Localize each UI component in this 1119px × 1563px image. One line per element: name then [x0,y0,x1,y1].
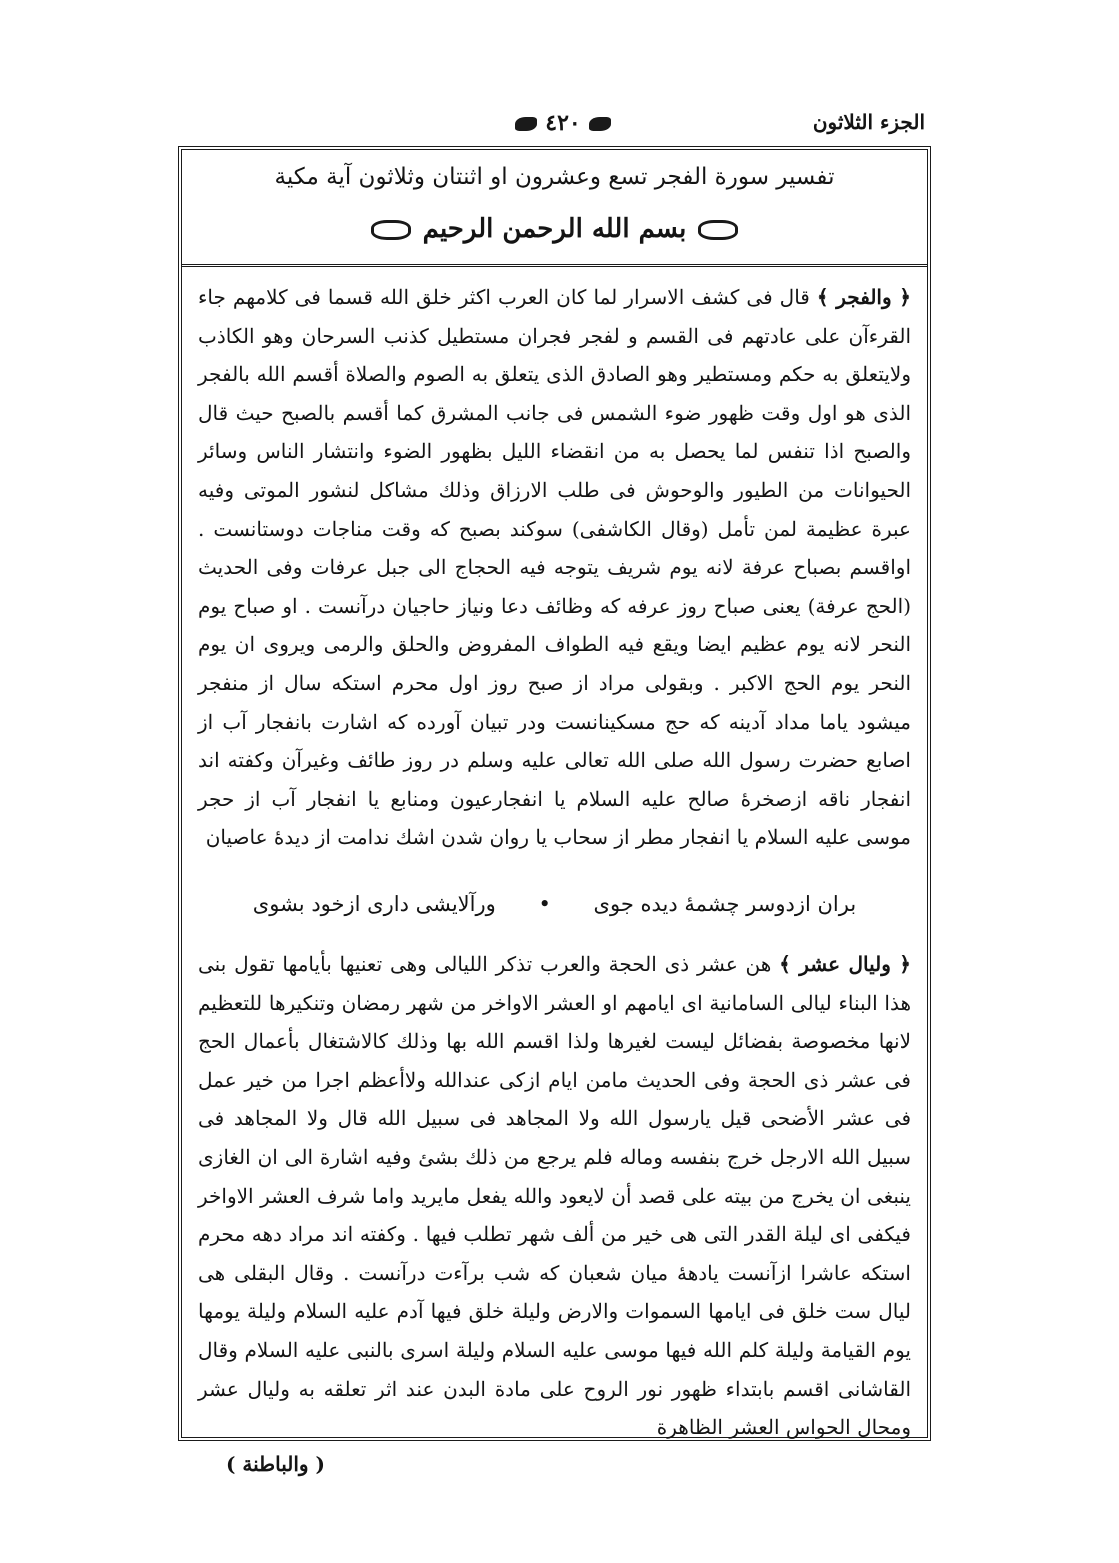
verse-hemistich-b: ورآلايشى دارى ازخود بشوى [252,892,496,916]
juz-label: الجزء الثلاثون [812,110,925,134]
commentary-text: قال فى كشف الاسرار لما كان العرب اكثر خلق الله قسما فى كلامهم جاء القرءآن على عادتهم فى القسم و لفجر فجران مستطيل كذنب السرحان وهو الكاذب ولايتعلق به حكم ومستطير وهو الصادق الذى يتعلق به الصوم والصلاة أقسم الله بالفجر الذى هو اول وقت ظهور ضوء الشمس فى جانب المشرق كما أقسم بالصبح حيث قال والصبح اذا تنفس لما يحصل به من انقضاء الليل بظهور الضوء وانتشار الناس وسائر الحيوانات من الطيور والوحوش فى طلب الارزاق وذلك مشاكل لنشور الموتى وفيه عبرة عظيمة لمن تأمل (وقال الكاشفى) سوكند بصبح كه وقت مناجات دوستانست . اواقسم بصباح عرفة لانه يوم شريف يتوجه فيه الحجاج الى جبل عرفات وفى الحديث (الحج عرفة) يعنى صباح روز عرفه كه وظائف دعا ونياز حاجيان درآنست . او صباح يوم النحر لانه يوم عظيم ايضا ويقع فيه الطواف المفروض والحلق والرمى ويروى ان يوم النحر يوم الحج الاكبر . وبقولى مراد از صبح روز اول محرم استكه سال از منفجر ميشود ياما مداد آدينه كه حج مسكينانست ودر تبيان آورده كه اشارت بانفجار آب از اصابع حضرت رسول الله صلى الله تعالى عليه وسلم در روز طائف وغيرآن وكفته اند انفجار ناقه ازصخرهٔ صالح عليه السلام يا انفجارعيون ومنابع يا انفجار آب از حجر موسى عليه السلام يا انفجار مطر از سحاب يا روان شدن اشك ندامت از ديدهٔ عاصيان [198,285,912,850]
verse-separator: • [538,892,551,916]
page-number: ٤٢٠ [545,110,581,136]
ornament-icon [698,220,738,240]
ornament-icon [515,117,537,131]
commentary-section-layal [198,945,911,1447]
ornament-icon [589,117,611,131]
commentary-text: هن عشر ذى الحجة والعرب تذكر الليالى وهى تعنيها بأيامها تقول بنى هذا البناء ليالى السامانية اى ايامهم او العشر الاواخر من شهر رمضان وتنكيرها للتعظيم لانها مخصوصة بفضائل ليست لغيرها ولذا اقسم الله بها وذلك كالاشتغال بأعمال الحج فى عشر ذى الحجة وفى الحديث مامن ايام ازكى عندالله ولاأعظم اجرا من خير عمل فى عشر الأضحى قيل يارسول الله ولا المجاهد فى سبيل الله قال ولا المجاهد فى سبيل الله الارجل خرج بنفسه وماله فلم يرجع من ذلك بشئ وفيه اشارة الى ان الغازى ينبغى ان يخرج من بيته على قصد أن لايعود والله يفعل مايريد واما شرف العشر الاواخر فيكفى اى ليلة القدر التى هى خير من ألف شهر تطلب فيها . وكفته اند مراد دهه محرم استكه عاشرا ازآنست يادههٔ ميان شعبان كه شب برآءت درآنست . وقال البقلى هى ليال ست خلق فى ايامها السموات والارض وليلة خلق فيها آدم عليه السلام وليلة يومها يوم القيامة وليلة كلم الله فيها موسى عليه السلام وليلة اسرى بالنبى عليه السلام وقال القاشانى اقسم بابتداء ظهور نور الروح على مادة البدن عند اثر تعلقه به وليال عشر ومحال الحواس العشر الظاهرة [198,952,911,1440]
ornament-icon [371,220,411,240]
basmala: بسم الله الرحمن الرحيم [422,214,687,244]
running-header [180,110,925,146]
catchword: ( والباطنة ) [226,1452,325,1476]
verse-keyword: ﴿ والفجر ﴾ [816,285,912,309]
verse-hemistich-a: بران ازدوسر چشمهٔ ديده جوى [593,892,857,916]
poetry-verse [198,892,911,916]
surah-title: تفسير سورة الفجر تسع وعشرون او اثنتان وثلاثون آية مكية [274,164,835,190]
basmala-line [222,214,887,244]
page-frame [178,146,931,1441]
page-number-group [493,110,633,136]
commentary-section-fajr [198,278,911,857]
title-box [182,150,927,267]
verse-keyword: ﴿ وليال عشر ﴾ [779,952,911,976]
